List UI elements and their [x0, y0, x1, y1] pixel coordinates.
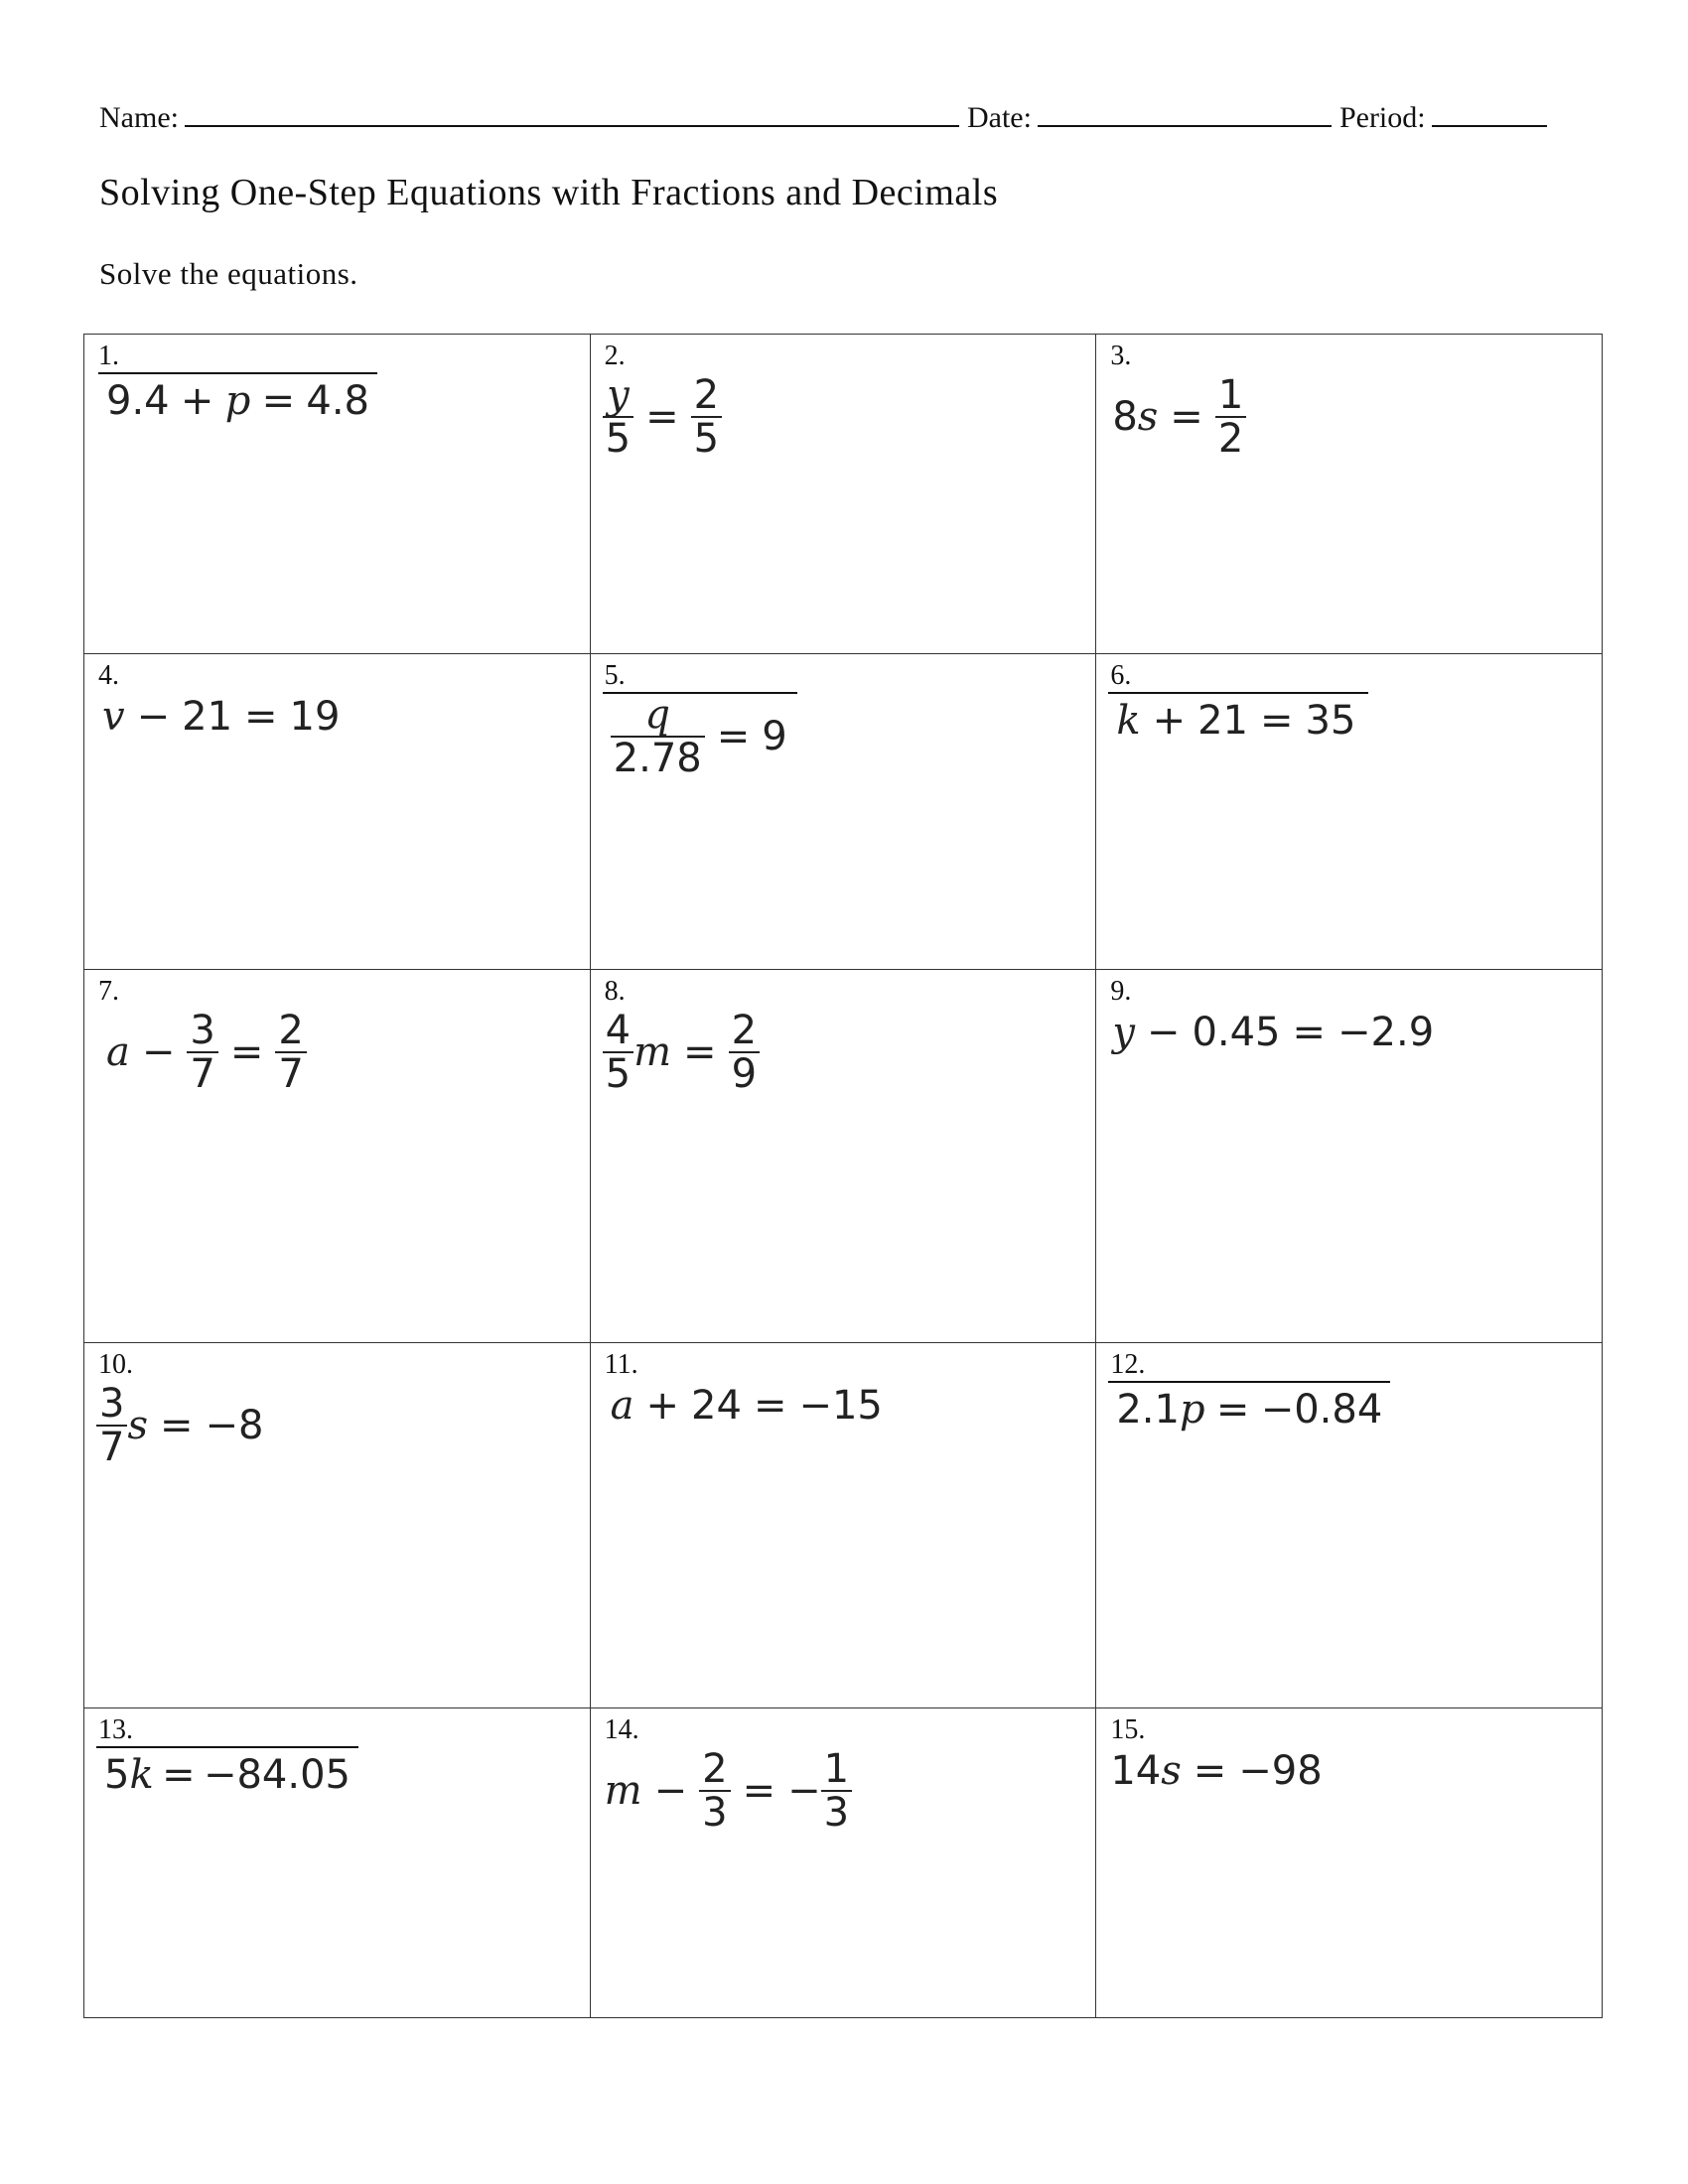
problem-grid [83, 334, 1603, 2018]
equation: 8 s = $\frac{1}{2}$ [1112, 374, 1246, 460]
problem-number: 11. [604, 1349, 638, 1380]
problem-number: 14. [604, 1714, 639, 1745]
problem-cell[interactable] [590, 654, 1096, 970]
period-label: Period: [1338, 101, 1426, 134]
equation: 5 k = −84.05 [96, 1746, 358, 1798]
problem-number: 12. [1110, 1349, 1146, 1380]
problem-number: 13. [98, 1714, 133, 1745]
problem-cell[interactable] [590, 335, 1096, 654]
equation: m − $\frac{2}{3}$ = − $\frac{1}{3}$ [605, 1748, 852, 1834]
equation: $\frac{4}{5}$ m = $\frac{2}{9}$ [603, 1010, 760, 1095]
problem-number: 2. [604, 341, 626, 371]
equation: v − 21 = 19 [102, 694, 341, 740]
problem-cell[interactable] [1096, 1343, 1603, 1708]
problem-cell[interactable] [590, 1708, 1096, 2018]
problem-number: 5. [604, 660, 626, 691]
name-blank[interactable] [185, 99, 959, 127]
worksheet-title: Solving One-Step Equations with Fractions and Decimals [99, 172, 999, 213]
problem-number: 9. [1110, 976, 1132, 1007]
problem-number: 7. [98, 976, 119, 1007]
equation: a + 24 = −15 [610, 1383, 883, 1429]
problem-cell[interactable] [84, 970, 591, 1343]
equation: 9.4 + p = 4.8 [98, 372, 377, 424]
problem-number: 6. [1110, 660, 1132, 691]
problem-cell[interactable] [1096, 654, 1603, 970]
equation: y − 0.45 = −2.9 [1112, 1010, 1435, 1055]
problem-cell[interactable] [84, 654, 591, 970]
problem-cell[interactable] [84, 1343, 591, 1708]
equation: a − $\frac{3}{7}$ = $\frac{2}{7}$ [106, 1010, 307, 1095]
problem-cell[interactable] [84, 335, 591, 654]
problem-number: 10. [98, 1349, 133, 1380]
problem-number: 3. [1110, 341, 1132, 371]
equation: $\frac{y}{5}$ = $\frac{2}{5}$ [603, 374, 722, 460]
name-label: Name: [99, 101, 179, 134]
problem-number: 8. [604, 976, 626, 1007]
date-blank[interactable] [1038, 99, 1332, 127]
problem-number: 4. [98, 660, 119, 691]
problem-cell[interactable] [1096, 335, 1603, 654]
date-label: Date: [966, 101, 1032, 134]
period-blank[interactable] [1432, 99, 1547, 127]
equation: 14 s = −98 [1110, 1748, 1323, 1794]
problem-cell[interactable] [84, 1708, 591, 2018]
equation: k + 21 = 35 [1108, 692, 1368, 744]
problem-cell[interactable] [590, 970, 1096, 1343]
problem-number: 1. [98, 341, 119, 371]
equation: $\frac{q}{2.78}$ = 9 [603, 692, 797, 779]
instructions: Solve the equations. [99, 256, 358, 291]
equation: 2.1 p = −0.84 [1108, 1381, 1390, 1433]
problem-cell[interactable] [1096, 1708, 1603, 2018]
equation: $\frac{3}{7}$ s = −8 [96, 1383, 263, 1468]
problem-cell[interactable] [590, 1343, 1096, 1708]
problem-cell[interactable] [1096, 970, 1603, 1343]
problem-number: 15. [1110, 1714, 1146, 1745]
student-info-header [99, 99, 1589, 135]
